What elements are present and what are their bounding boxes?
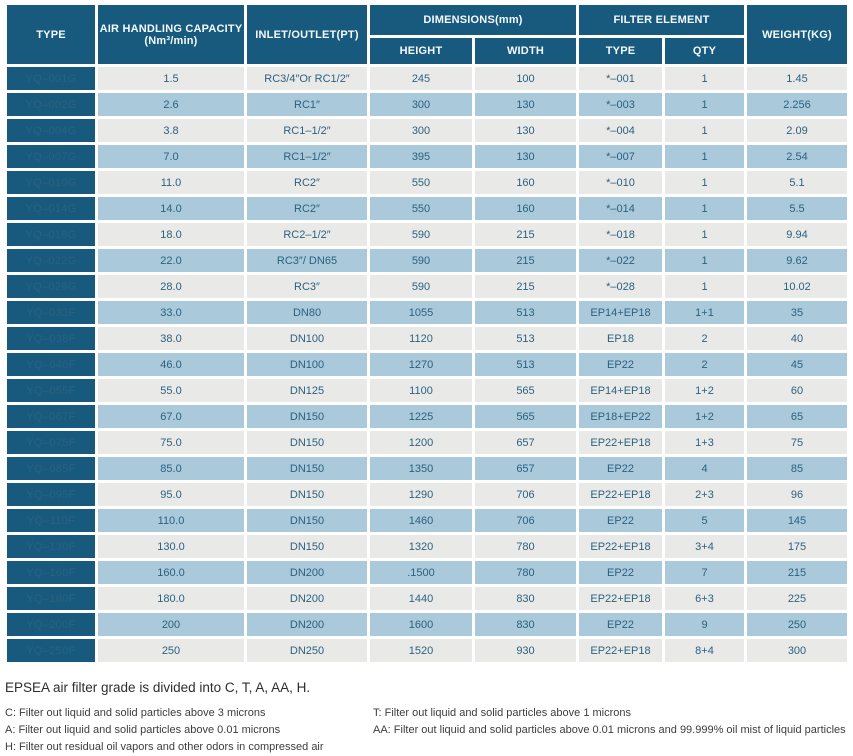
col-header-filter-type: TYPE xyxy=(579,38,662,64)
table-row xyxy=(7,561,847,584)
cell-height: 1320 xyxy=(370,535,472,558)
cell-qty: 6+3 xyxy=(665,587,744,610)
cell-inlet-outlet: RC2–1/2″ xyxy=(247,223,367,246)
cell-filter-type: *–014 xyxy=(579,197,662,220)
cell-inlet-outlet: DN200 xyxy=(247,561,367,584)
notes-right-column xyxy=(373,705,850,739)
cell-height: 1100 xyxy=(370,379,472,402)
cell-height: .1500 xyxy=(370,561,472,584)
cell-height: 590 xyxy=(370,275,472,298)
col-header-filter-element: FILTER ELEMENT xyxy=(579,5,744,35)
cell-capacity: 46.0 xyxy=(98,353,244,376)
cell-filter-type: EP22+EP18 xyxy=(579,483,662,506)
table-row xyxy=(7,613,847,636)
cell-inlet-outlet: RC3″ xyxy=(247,275,367,298)
cell-width: 513 xyxy=(475,327,576,350)
cell-capacity: 14.0 xyxy=(98,197,244,220)
col-header-weight: WEIGHT(KG) xyxy=(747,5,847,64)
cell-filter-type: *–007 xyxy=(579,145,662,168)
cell-width: 657 xyxy=(475,457,576,480)
cell-qty: 1+2 xyxy=(665,405,744,428)
cell-width: 513 xyxy=(475,301,576,324)
cell-width: 513 xyxy=(475,353,576,376)
cell-inlet-outlet: RC1–1/2″ xyxy=(247,119,367,142)
cell-inlet-outlet: DN150 xyxy=(247,509,367,532)
cell-height: 1440 xyxy=(370,587,472,610)
footer-title: EPSEA air filter grade is divided into C, T, A, AA, H. xyxy=(5,680,311,695)
cell-height: 1055 xyxy=(370,301,472,324)
table-row xyxy=(7,327,847,350)
col-header-qty: QTY xyxy=(665,38,744,64)
cell-capacity: 18.0 xyxy=(98,223,244,246)
cell-inlet-outlet: DN200 xyxy=(247,613,367,636)
cell-qty: 1+2 xyxy=(665,379,744,402)
cell-height: 550 xyxy=(370,171,472,194)
cell-height: 1120 xyxy=(370,327,472,350)
table-row xyxy=(7,509,847,532)
table-row xyxy=(7,171,847,194)
cell-capacity: 28.0 xyxy=(98,275,244,298)
cell-filter-type: *–022 xyxy=(579,249,662,272)
cell-filter-type: EP22+EP18 xyxy=(579,431,662,454)
cell-type: YQ–018G xyxy=(7,223,95,246)
cell-width: 565 xyxy=(475,379,576,402)
table-row xyxy=(7,249,847,272)
cell-qty: 9 xyxy=(665,613,744,636)
cell-type: YQ–014G xyxy=(7,197,95,220)
table-row xyxy=(7,93,847,116)
cell-inlet-outlet: DN150 xyxy=(247,431,367,454)
cell-type: YQ–010G xyxy=(7,171,95,194)
col-header-type: TYPE xyxy=(7,5,95,64)
cell-type: YQ–130F xyxy=(7,535,95,558)
cell-weight: 75 xyxy=(747,431,847,454)
cell-type: YQ–038F xyxy=(7,327,95,350)
cell-type: YQ–180F xyxy=(7,587,95,610)
cell-weight: 96 xyxy=(747,483,847,506)
col-header-height: HEIGHT xyxy=(370,38,472,64)
cell-width: 215 xyxy=(475,275,576,298)
cell-type: YQ–007G xyxy=(7,145,95,168)
cell-width: 130 xyxy=(475,119,576,142)
cell-weight: 250 xyxy=(747,613,847,636)
cell-capacity: 67.0 xyxy=(98,405,244,428)
cell-width: 160 xyxy=(475,197,576,220)
cell-qty: 1 xyxy=(665,275,744,298)
cell-capacity: 2.6 xyxy=(98,93,244,116)
cell-inlet-outlet: RC3″/ DN65 xyxy=(247,249,367,272)
cell-filter-type: EP22 xyxy=(579,613,662,636)
cell-inlet-outlet: RC2″ xyxy=(247,197,367,220)
cell-inlet-outlet: DN100 xyxy=(247,327,367,350)
cell-capacity: 55.0 xyxy=(98,379,244,402)
cell-weight: 35 xyxy=(747,301,847,324)
cell-capacity: 95.0 xyxy=(98,483,244,506)
cell-inlet-outlet: DN250 xyxy=(247,639,367,662)
cell-inlet-outlet: DN100 xyxy=(247,353,367,376)
cell-qty: 2 xyxy=(665,353,744,376)
table-row xyxy=(7,639,847,662)
cell-width: 780 xyxy=(475,561,576,584)
cell-filter-type: EP22 xyxy=(579,509,662,532)
cell-height: 590 xyxy=(370,249,472,272)
cell-height: 1520 xyxy=(370,639,472,662)
cell-width: 215 xyxy=(475,249,576,272)
cell-width: 130 xyxy=(475,93,576,116)
cell-width: 160 xyxy=(475,171,576,194)
filter-grade-note: H: Filter out residual oil vapors and other odors in compressed air xyxy=(5,741,324,753)
cell-height: 1460 xyxy=(370,509,472,532)
cell-width: 830 xyxy=(475,587,576,610)
cell-height: 245 xyxy=(370,67,472,90)
cell-capacity: 7.0 xyxy=(98,145,244,168)
cell-type: YQ–085F xyxy=(7,457,95,480)
col-header-width: WIDTH xyxy=(475,38,576,64)
cell-filter-type: *–028 xyxy=(579,275,662,298)
cell-filter-type: *–018 xyxy=(579,223,662,246)
cell-width: 100 xyxy=(475,67,576,90)
cell-capacity: 200 xyxy=(98,613,244,636)
cell-type: YQ–095F xyxy=(7,483,95,506)
cell-qty: 2+3 xyxy=(665,483,744,506)
table-row xyxy=(7,119,847,142)
cell-type: YQ–002G xyxy=(7,93,95,116)
table-row xyxy=(7,67,847,90)
cell-inlet-outlet: DN150 xyxy=(247,457,367,480)
cell-capacity: 130.0 xyxy=(98,535,244,558)
table-row xyxy=(7,197,847,220)
table-row xyxy=(7,587,847,610)
cell-weight: 145 xyxy=(747,509,847,532)
cell-weight: 300 xyxy=(747,639,847,662)
col-header-dimensions: DIMENSIONS(mm) xyxy=(370,5,576,35)
cell-type: YQ–001G xyxy=(7,67,95,90)
cell-qty: 5 xyxy=(665,509,744,532)
cell-capacity: 75.0 xyxy=(98,431,244,454)
cell-qty: 1 xyxy=(665,67,744,90)
header-row-1 xyxy=(7,5,847,35)
cell-weight: 2.256 xyxy=(747,93,847,116)
cell-width: 706 xyxy=(475,483,576,506)
cell-qty: 7 xyxy=(665,561,744,584)
cell-inlet-outlet: RC2″ xyxy=(247,171,367,194)
cell-type: YQ–022G xyxy=(7,249,95,272)
cell-width: 657 xyxy=(475,431,576,454)
cell-height: 1600 xyxy=(370,613,472,636)
filter-grade-note: T: Filter out liquid and solid particles above 1 microns xyxy=(373,707,632,719)
cell-inlet-outlet: DN150 xyxy=(247,483,367,506)
cell-filter-type: EP22+EP18 xyxy=(579,639,662,662)
cell-inlet-outlet: DN200 xyxy=(247,587,367,610)
table-row xyxy=(7,145,847,168)
cell-height: 300 xyxy=(370,119,472,142)
cell-type: YQ–055F xyxy=(7,379,95,402)
cell-capacity: 160.0 xyxy=(98,561,244,584)
cell-width: 565 xyxy=(475,405,576,428)
cell-qty: 1+3 xyxy=(665,431,744,454)
table-row xyxy=(7,483,847,506)
notes-left-column xyxy=(5,705,373,756)
cell-height: 1270 xyxy=(370,353,472,376)
cell-qty: 1 xyxy=(665,197,744,220)
cell-qty: 1 xyxy=(665,119,744,142)
cell-weight: 85 xyxy=(747,457,847,480)
cell-filter-type: *–010 xyxy=(579,171,662,194)
cell-weight: 9.62 xyxy=(747,249,847,272)
cell-filter-type: EP14+EP18 xyxy=(579,379,662,402)
table-row xyxy=(7,457,847,480)
cell-qty: 1 xyxy=(665,171,744,194)
filter-grade-note: A: Filter out liquid and solid particles above 0.01 microns xyxy=(5,724,281,736)
cell-width: 780 xyxy=(475,535,576,558)
cell-filter-type: EP22 xyxy=(579,561,662,584)
cell-height: 300 xyxy=(370,93,472,116)
table-row xyxy=(7,405,847,428)
cell-capacity: 110.0 xyxy=(98,509,244,532)
cell-height: 395 xyxy=(370,145,472,168)
cell-inlet-outlet: RC3/4″Or RC1/2″ xyxy=(247,67,367,90)
cell-weight: 2.09 xyxy=(747,119,847,142)
filter-grade-notes xyxy=(5,705,850,756)
cell-weight: 65 xyxy=(747,405,847,428)
cell-height: 1350 xyxy=(370,457,472,480)
cell-weight: 9.94 xyxy=(747,223,847,246)
filter-grade-note: C: Filter out liquid and solid particles above 3 microns xyxy=(5,707,266,719)
cell-filter-type: EP22 xyxy=(579,353,662,376)
cell-filter-type: EP22+EP18 xyxy=(579,587,662,610)
cell-height: 1200 xyxy=(370,431,472,454)
cell-qty: 1 xyxy=(665,223,744,246)
cell-filter-type: *–001 xyxy=(579,67,662,90)
cell-type: YQ–250F xyxy=(7,639,95,662)
cell-weight: 45 xyxy=(747,353,847,376)
cell-filter-type: EP22 xyxy=(579,457,662,480)
cell-weight: 40 xyxy=(747,327,847,350)
spec-table xyxy=(4,2,850,665)
cell-height: 1225 xyxy=(370,405,472,428)
cell-capacity: 38.0 xyxy=(98,327,244,350)
cell-qty: 1+1 xyxy=(665,301,744,324)
cell-capacity: 1.5 xyxy=(98,67,244,90)
cell-qty: 2 xyxy=(665,327,744,350)
capacity-header-line2: (Nm³/min) xyxy=(144,34,198,47)
cell-capacity: 22.0 xyxy=(98,249,244,272)
cell-qty: 1 xyxy=(665,93,744,116)
cell-width: 930 xyxy=(475,639,576,662)
cell-type: YQ–110F xyxy=(7,509,95,532)
footer xyxy=(5,680,850,756)
cell-type: YQ–028G xyxy=(7,275,95,298)
cell-filter-type: *–003 xyxy=(579,93,662,116)
table-row xyxy=(7,379,847,402)
capacity-header-line1: AIR HANDLING CAPACITY xyxy=(99,22,243,35)
cell-capacity: 180.0 xyxy=(98,587,244,610)
cell-weight: 175 xyxy=(747,535,847,558)
cell-filter-type: EP14+EP18 xyxy=(579,301,662,324)
cell-qty: 1 xyxy=(665,145,744,168)
cell-type: YQ–160F xyxy=(7,561,95,584)
cell-inlet-outlet: DN150 xyxy=(247,535,367,558)
table-row xyxy=(7,353,847,376)
col-header-capacity xyxy=(98,5,244,64)
cell-inlet-outlet: DN125 xyxy=(247,379,367,402)
table-row xyxy=(7,301,847,324)
cell-weight: 215 xyxy=(747,561,847,584)
cell-weight: 5.1 xyxy=(747,171,847,194)
cell-width: 215 xyxy=(475,223,576,246)
cell-qty: 1 xyxy=(665,249,744,272)
cell-inlet-outlet: RC1″ xyxy=(247,93,367,116)
cell-qty: 4 xyxy=(665,457,744,480)
table-row xyxy=(7,535,847,558)
cell-capacity: 11.0 xyxy=(98,171,244,194)
table-body xyxy=(7,67,847,662)
cell-weight: 5.5 xyxy=(747,197,847,220)
cell-type: YQ–004G xyxy=(7,119,95,142)
table-row xyxy=(7,223,847,246)
cell-filter-type: EP18+EP22 xyxy=(579,405,662,428)
col-header-inlet-outlet: INLET/OUTLET(PT) xyxy=(247,5,367,64)
cell-qty: 8+4 xyxy=(665,639,744,662)
table-header xyxy=(7,5,847,64)
cell-inlet-outlet: DN150 xyxy=(247,405,367,428)
table-row xyxy=(7,431,847,454)
cell-height: 590 xyxy=(370,223,472,246)
cell-inlet-outlet: DN80 xyxy=(247,301,367,324)
cell-width: 706 xyxy=(475,509,576,532)
cell-qty: 3+4 xyxy=(665,535,744,558)
cell-filter-type: EP22+EP18 xyxy=(579,535,662,558)
cell-inlet-outlet: RC1–1/2″ xyxy=(247,145,367,168)
cell-capacity: 250 xyxy=(98,639,244,662)
cell-width: 130 xyxy=(475,145,576,168)
cell-weight: 10.02 xyxy=(747,275,847,298)
cell-width: 830 xyxy=(475,613,576,636)
cell-type: YQ–200F xyxy=(7,613,95,636)
cell-type: YQ–075F xyxy=(7,431,95,454)
cell-capacity: 3.8 xyxy=(98,119,244,142)
cell-type: YQ–033F xyxy=(7,301,95,324)
filter-grade-note: AA: Filter out liquid and solid particles above 0.01 microns and 99.999% oil mist of liquid particles xyxy=(373,724,846,736)
cell-weight: 225 xyxy=(747,587,847,610)
cell-height: 550 xyxy=(370,197,472,220)
cell-capacity: 33.0 xyxy=(98,301,244,324)
cell-weight: 1.45 xyxy=(747,67,847,90)
cell-weight: 60 xyxy=(747,379,847,402)
table-row xyxy=(7,275,847,298)
cell-height: 1290 xyxy=(370,483,472,506)
cell-weight: 2.54 xyxy=(747,145,847,168)
cell-filter-type: EP18 xyxy=(579,327,662,350)
cell-type: YQ–046F xyxy=(7,353,95,376)
cell-type: YQ–067F xyxy=(7,405,95,428)
cell-capacity: 85.0 xyxy=(98,457,244,480)
cell-filter-type: *–004 xyxy=(579,119,662,142)
